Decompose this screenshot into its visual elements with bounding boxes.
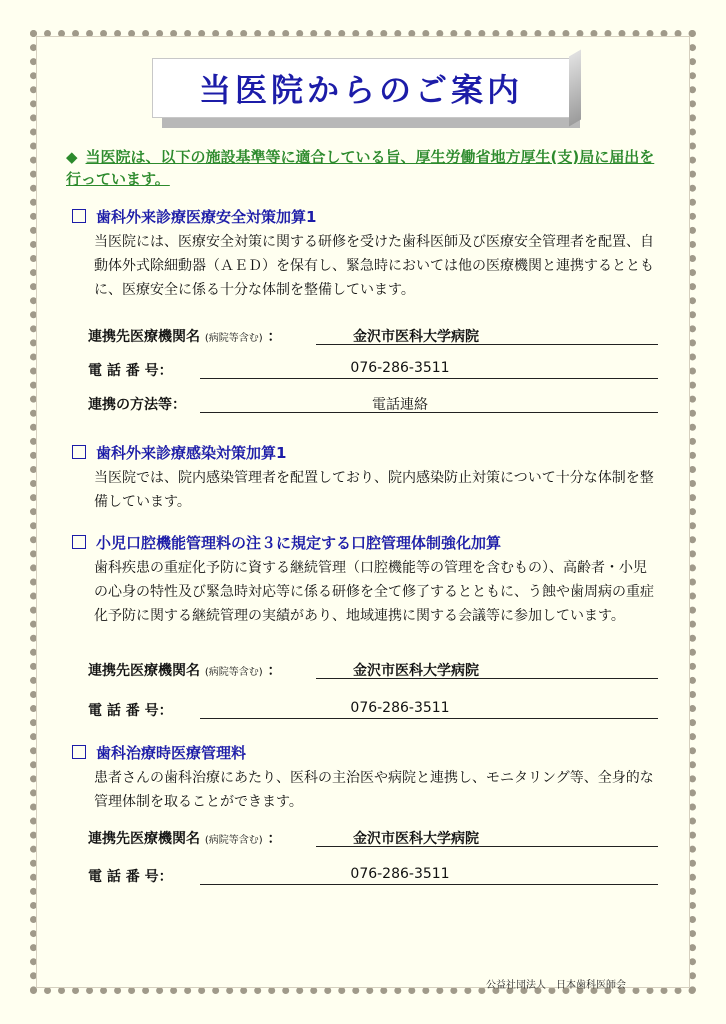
section-heading-text: 歯科治療時医療管理料 <box>96 744 247 762</box>
partner-label: 連携先医療機関名 (病院等含む) ： <box>88 831 282 847</box>
section-body: 患者さんの歯科治療にあたり、医科の主治医や病院と連携し、モニタリング等、全身的な管理体制を取ることができます。 <box>94 770 654 810</box>
partner-label: 連携先医療機関名 (病院等含む) ： <box>88 663 282 679</box>
partner-value: 金沢市医科大学病院 <box>353 329 479 345</box>
phone-value: 076-286-3511 <box>350 866 450 882</box>
partner-row <box>88 828 658 850</box>
underline <box>200 884 658 885</box>
phone-label-text: 電 話 番 号 <box>88 869 159 885</box>
section-heading-text: 小児口腔機能管理料の注３に規定する口腔管理体制強化加算 <box>96 534 502 552</box>
partner-note: (病院等含む) <box>204 667 263 678</box>
method-row <box>88 394 658 416</box>
partner-value: 金沢市医科大学病院 <box>353 663 479 679</box>
phone-label: 電 話 番 号： <box>88 363 173 379</box>
checkbox-icon <box>72 535 86 549</box>
partner-label-text: 連携先医療機関名 <box>88 831 200 847</box>
section-heading <box>72 442 286 463</box>
page-title: 当医院からのご案内 <box>198 71 523 109</box>
section-body: 当医院には、医療安全対策に関する研修を受けた歯科医師及び医療安全管理者を配置、自動体外式除細動器（ＡＥＤ）を保有し、緊急時においては他の医療機関と連携するとともに、医療安全に係る十分な体制を整備しています。 <box>94 234 654 298</box>
section-body: 当医院では、院内感染管理者を配置しており、院内感染防止対策について十分な体制を整備しています。 <box>94 470 654 510</box>
phone-row <box>88 700 658 722</box>
partner-label-text: 連携先医療機関名 <box>88 663 200 679</box>
partner-label: 連携先医療機関名 (病院等含む) ： <box>88 329 282 345</box>
section-heading-text: 歯科外来診療感染対策加算1 <box>96 444 287 462</box>
method-label: 連携の方法等： <box>88 397 186 413</box>
title-box <box>152 58 570 118</box>
notice <box>66 146 666 190</box>
partner-value: 金沢市医科大学病院 <box>353 831 479 847</box>
section-body: 歯科疾患の重症化予防に資する継続管理（口腔機能等の管理を含むもの）、高齢者・小児の心身の特性及び緊急時対応等に係る研修を全て修了するとともに、う蝕や歯周病の重症化予防に関する継続管理の実績があり、地域連携に関する会議等に参加しています。 <box>94 560 654 624</box>
checkbox-icon <box>72 445 86 459</box>
phone-label: 電 話 番 号： <box>88 869 173 885</box>
phone-label: 電 話 番 号： <box>88 703 173 719</box>
partner-row <box>88 660 658 682</box>
phone-label-text: 電 話 番 号 <box>88 703 159 719</box>
method-label-text: 連携の方法等 <box>88 397 172 413</box>
phone-label-text: 電 話 番 号 <box>88 363 159 379</box>
method-value: 電話連絡 <box>372 397 428 413</box>
phone-value: 076-286-3511 <box>350 700 450 716</box>
diamond-icon: ◆ <box>66 148 78 166</box>
notice-text: 当医院は、以下の施設基準等に適合している旨、厚生労働省地方厚生(支)局に届出を行っています。 <box>66 148 655 188</box>
section-heading <box>72 532 501 553</box>
checkbox-icon <box>72 209 86 223</box>
section-heading-text: 歯科外来診療医療安全対策加算1 <box>96 208 317 226</box>
partner-note: (病院等含む) <box>204 835 263 846</box>
phone-row <box>88 360 658 382</box>
checkbox-icon <box>72 745 86 759</box>
partner-row <box>88 326 658 348</box>
phone-row <box>88 866 658 888</box>
section-heading <box>72 206 316 227</box>
footer-organization: 公益社団法人 日本歯科医師会 <box>486 980 626 991</box>
underline <box>200 718 658 719</box>
phone-value: 076-286-3511 <box>350 360 450 376</box>
underline <box>200 378 658 379</box>
partner-note: (病院等含む) <box>204 333 263 344</box>
partner-label-text: 連携先医療機関名 <box>88 329 200 345</box>
section-heading <box>72 742 246 763</box>
